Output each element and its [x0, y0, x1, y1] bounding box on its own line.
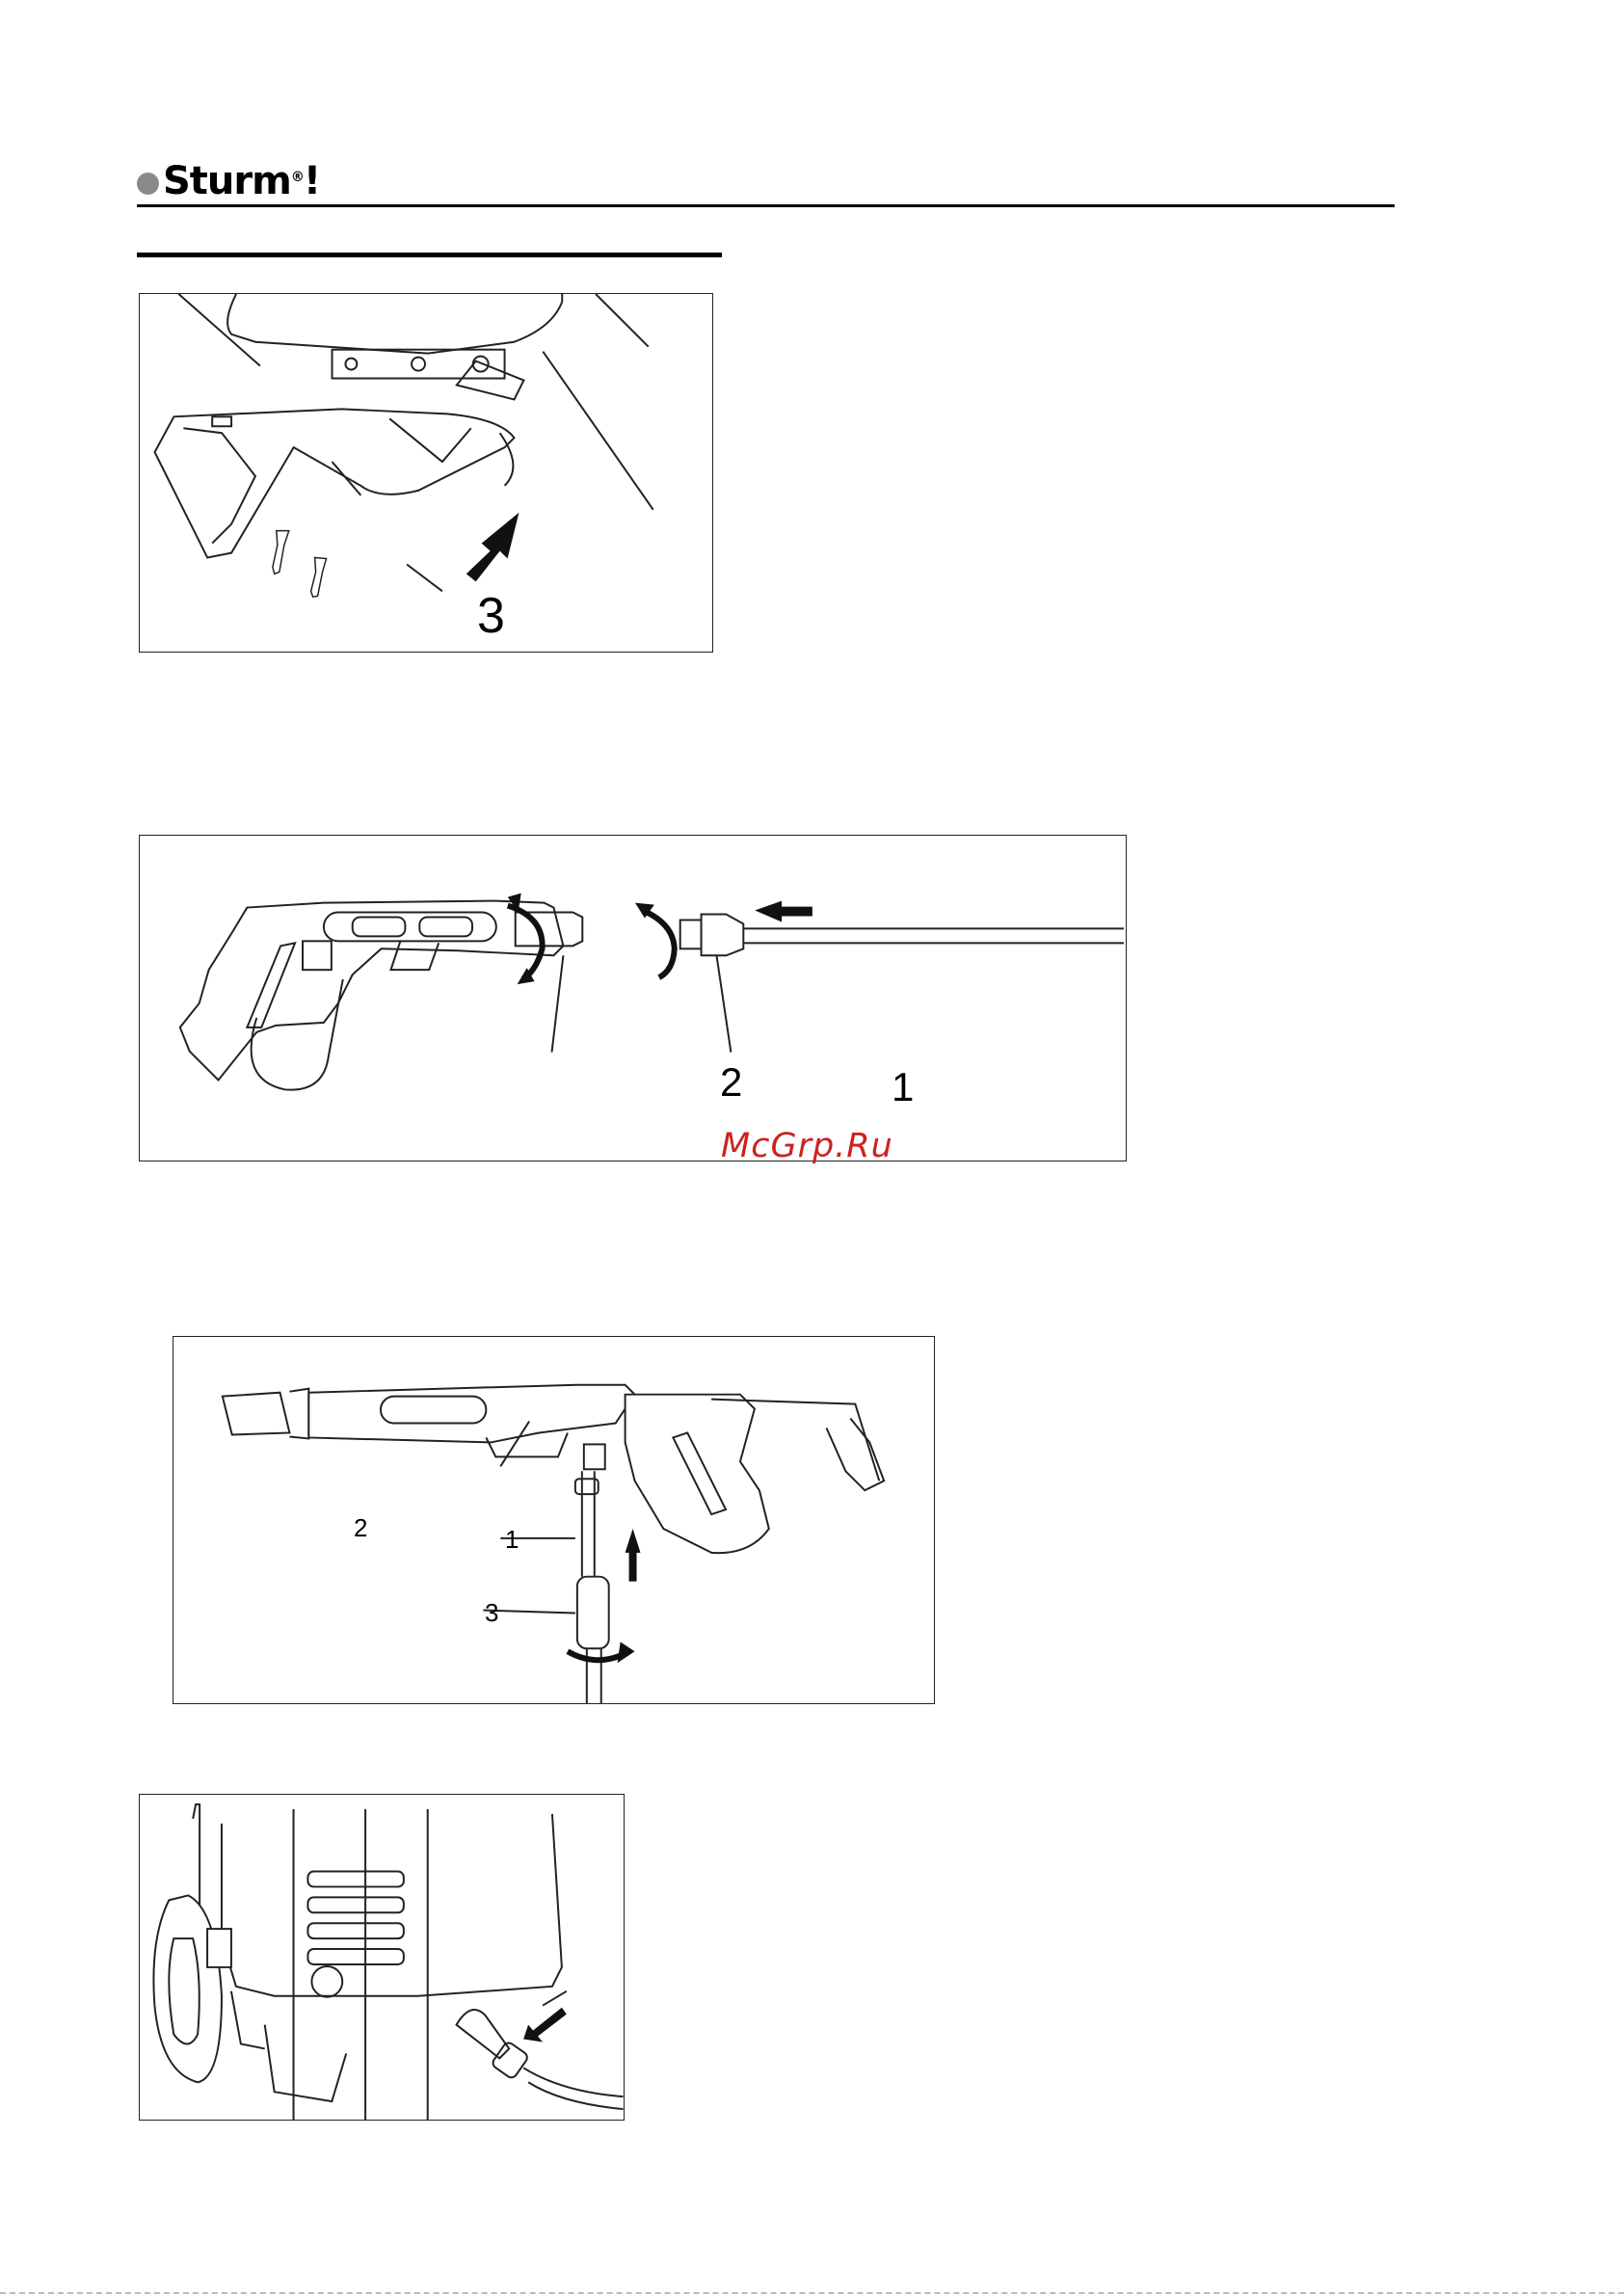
figure-machine-outlet	[139, 1794, 625, 2121]
rotate-arrow	[568, 1651, 626, 1660]
gun-hose-illustration	[173, 1337, 934, 1703]
callout-3: 3	[477, 588, 505, 644]
washer-body-illustration	[140, 1795, 624, 2120]
brand-logo	[137, 159, 321, 203]
callout-3: 3	[485, 1598, 499, 1627]
figure-gun-nozzle	[139, 835, 1127, 1161]
rotate-arrow-head-icon	[618, 1642, 635, 1663]
logo-text: Sturm	[163, 159, 291, 203]
header-rule	[137, 204, 1395, 207]
logo-exclaim: !	[303, 159, 321, 203]
figure-hose-connection	[173, 1336, 935, 1704]
arrow-down-left-icon	[523, 2008, 567, 2042]
watermark: McGrp.Ru	[721, 1127, 893, 1165]
callout-2: 2	[720, 1059, 743, 1105]
section-rule	[137, 253, 722, 257]
logo-dot-icon	[137, 173, 159, 195]
callout-1: 1	[892, 1064, 915, 1109]
screw-icons	[273, 531, 327, 598]
callout-1: 1	[505, 1525, 519, 1554]
logo-registered-mark: ®	[290, 170, 304, 185]
figure-handle-bracket	[139, 293, 713, 653]
arrow-up-icon	[626, 1529, 641, 1582]
callout-2: 2	[354, 1513, 368, 1542]
page-edge-dashes	[0, 2292, 1624, 2294]
arrow-left-icon	[755, 901, 812, 922]
spray-gun-illustration	[140, 836, 1126, 1161]
handle-bracket-illustration	[140, 294, 712, 652]
arrow-up-right-icon	[466, 513, 519, 582]
